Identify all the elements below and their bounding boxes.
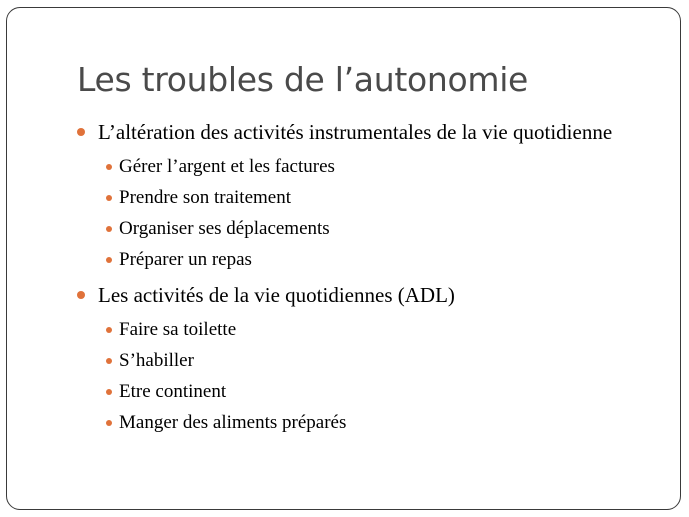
sub-bullet-text: Faire sa toilette [119,319,237,340]
slide [6,7,681,510]
bullet-item [77,281,667,310]
bullet-item [77,118,667,147]
bullet-dot-icon [77,128,85,136]
sub-bullet-dot-icon [106,164,112,170]
sub-bullet-item [77,151,667,182]
sub-bullet-text: Manger des aliments préparés [119,412,347,433]
sub-bullet-item [77,314,667,345]
slide-title: Les troubles de l’autonomie [77,60,529,99]
bullet-text: L’altération des activités instrumentales de la vie quotidienne [98,120,613,144]
sub-bullet-text: Etre continent [119,381,227,402]
sub-bullet-dot-icon [106,327,112,333]
sub-bullet-item [77,376,667,407]
sub-bullet-dot-icon [106,389,112,395]
bullet-text: Les activités de la vie quotidiennes (ADL) [98,283,455,307]
sub-bullet-item [77,407,667,438]
sub-bullet-dot-icon [106,257,112,263]
sub-bullet-dot-icon [106,195,112,201]
sub-bullet-text: Organiser ses déplacements [119,218,330,239]
sub-bullet-item [77,182,667,213]
sub-bullet-text: Prendre son traitement [119,187,292,208]
slide-content [77,118,667,438]
sub-bullet-dot-icon [106,420,112,426]
sub-bullet-dot-icon [106,226,112,232]
sub-bullet-text: S’habiller [119,350,194,371]
sub-bullet-text: Gérer l’argent et les factures [119,156,335,177]
sub-bullet-item [77,345,667,376]
sub-bullet-dot-icon [106,358,112,364]
sub-bullet-text: Préparer un repas [119,249,252,270]
bullet-dot-icon [77,291,85,299]
sub-bullet-item [77,213,667,244]
sub-bullet-item [77,244,667,275]
